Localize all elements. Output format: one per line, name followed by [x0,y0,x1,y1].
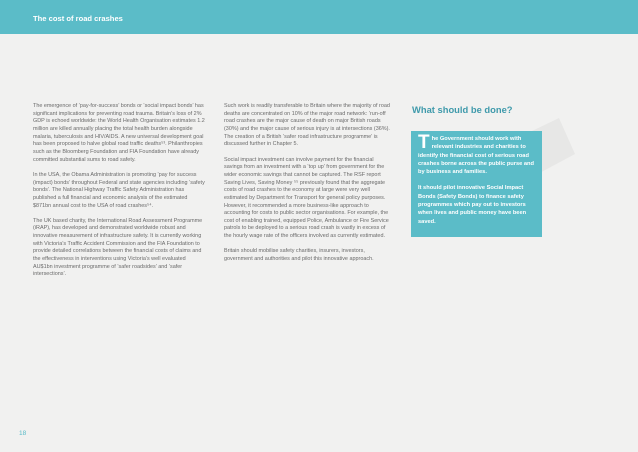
paragraph: Britain should mobilise safety charities, insurers, investors, government and authorities and pilot this innovative approach. [224,248,374,263]
paragraph: Social impact investment can involve payment for the financial savings from an investment with a ‘top up’ from government for the wider economic savings that cannot be captured. The RSF report Saving Lives, Saving Money ⁵⁵ previously found that the aggregate costs of road crashes to the economy at large were very well estimated by Department for Transport for general policy purposes. However, it recommended a more business-like approach to accounting for costs to public sector organisations. For example, the cost of enabling trained, equipped Police, Ambulance or Fire Service patrols to be deployed to a serious road crash is vastly in excess of the hourly wage rate of the officers involved as currently estimated. [224,156,389,240]
header-bar [0,0,638,34]
page-title: The cost of road crashes [33,14,123,23]
recommendation-paragraph-2: It should pilot innovative Social Impact Bonds (Safety Bonds) to finance safety programmes which pay out to investors when lives and public money have been saved. [418,185,527,225]
recommendation-paragraph-1 [418,132,538,176]
body-column-2 [224,103,390,271]
body-column-1 [33,103,205,287]
paragraph: The UK based charity, the International Road Assessment Programme (iRAP), has developed and demonstrated worldwide robust and innovative measurement of infrastructure safety. It is currently working with Victoria’s Traffic Accident Commission and the FIA Foundation to provide detailed correlations between the financial costs of claims and the effectiveness in interventions using Victoria’s well evaluated AU$1bn investment programme of ‘safer roadsides’ and ‘safer intersections’. [33,217,203,278]
recommendation-text: he Government should work with relevant industries and charities to identify the financial cost of serious road crashes borne across the public purse and by business and families. [418,136,534,176]
paragraph: In the USA, the Obama Administration is promoting ‘pay for success (impact) bonds’ throughout Federal and state agencies including ‘safety bonds’. The National Highway Traffic Safety Administration has published a full financial and economic analysis of the estimated $871bn annual cost to the USA of road crashes⁵⁴. [33,171,205,209]
sidebar-heading: What should be done? [412,104,513,115]
recommendation-callout [411,131,542,237]
drop-cap: T [418,132,430,153]
paragraph: Such work is readily transferable to Britain where the majority of road deaths are concentrated on 10% of the major road network: ‘run-off road crashes are the major cause of death on major British roads (30%) and the major cause of serious injury is at intersections (36%). The creation of a British ‘safer road infrastructure programme’ is discussed further in Chapter 5. [224,103,390,148]
paragraph: The emergence of ‘pay-for-success’ bonds or ‘social impact bonds’ has significant implications for preventing road trauma. Britain’s loss of 2% GDP is echoed worldwide: the World Health Organisation estimates 1.2 million are killed annually placing the total health burden alongside malaria, tuberculosis and HIV/AIDS. A new universal development goal has been proposed to halve global road traffic deaths⁵³. Philanthropies such as the Bloomberg Foundation and FIA Foundation have already committed substantial sums to road safety. [33,103,205,163]
page-number: 18 [19,430,27,437]
